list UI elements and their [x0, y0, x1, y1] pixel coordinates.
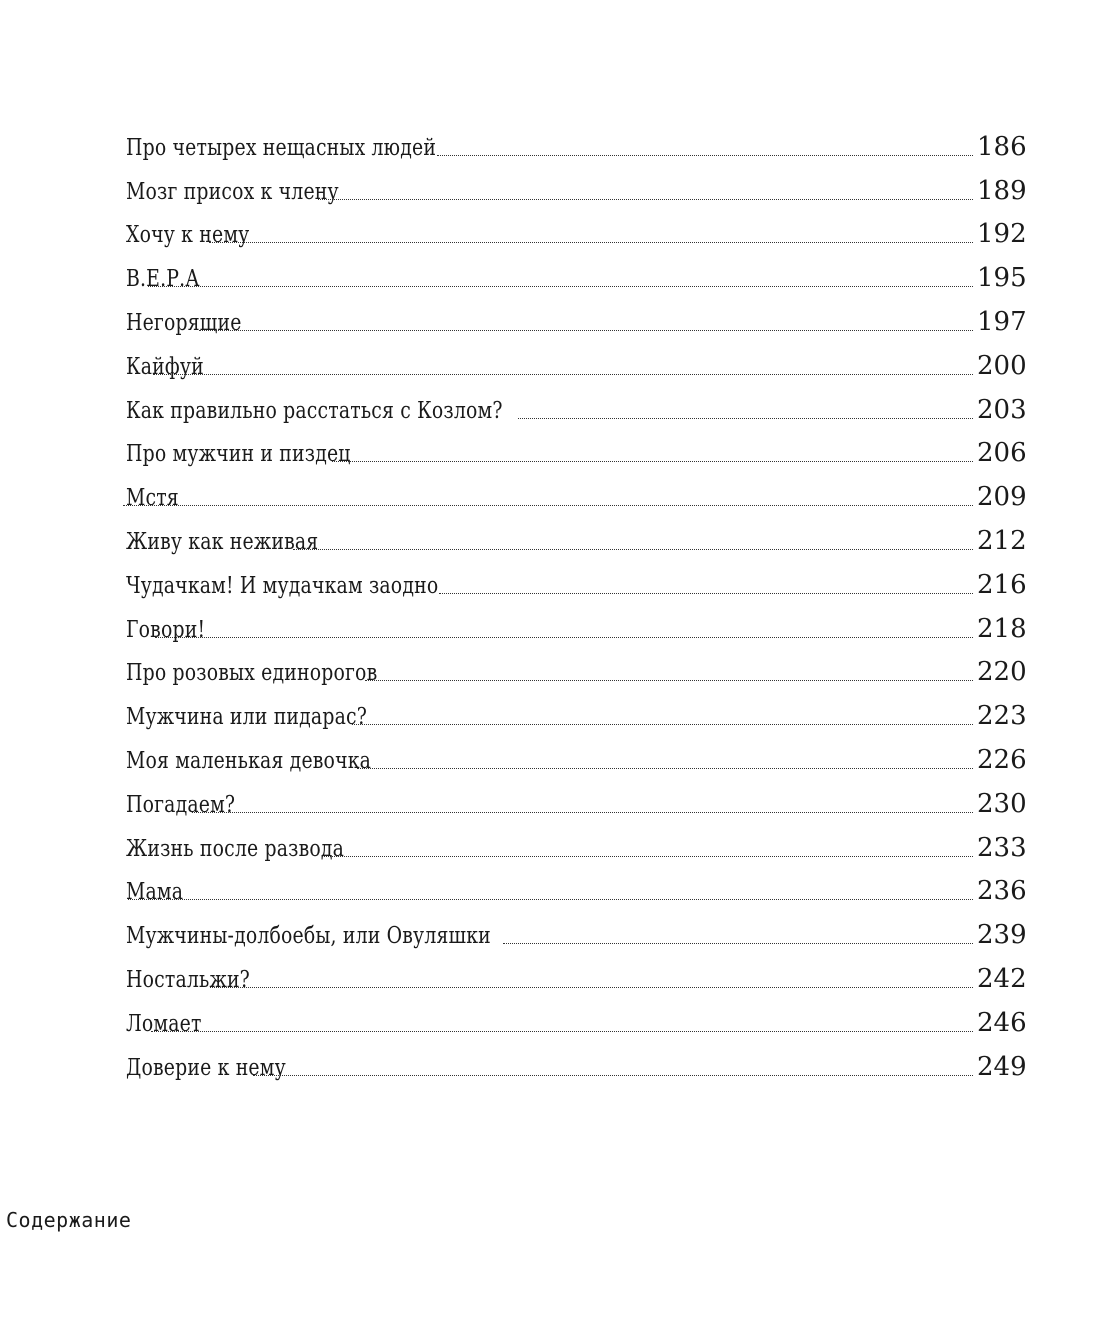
toc-entry-page: 203: [977, 394, 1027, 425]
toc-dot-leader: [123, 505, 973, 506]
toc-entry-page: 218: [977, 613, 1027, 644]
toc-entry: [126, 423, 1027, 469]
toc-entry-page: 246: [977, 1007, 1027, 1038]
toc-entry-title: Кайфуй: [126, 353, 204, 380]
toc-entry-title: Как правильно расстаться с Козлом?: [126, 397, 503, 424]
toc-dot-leader: [352, 724, 973, 725]
toc-entry-page: 186: [977, 131, 1027, 162]
toc-dot-leader: [518, 418, 973, 419]
toc-dot-leader: [148, 286, 973, 287]
toc-entry: [126, 729, 1027, 775]
toc-entry-title: Мужчина или пидарас?: [126, 704, 368, 731]
toc-entry-title: Хочу к нему: [126, 222, 250, 249]
toc-entry-page: 197: [977, 306, 1027, 337]
toc-entry-page: 212: [977, 525, 1027, 556]
toc-entry-title: Ностальжи?: [126, 966, 250, 993]
toc-entry-title: Моя маленькая девочка: [126, 747, 372, 774]
toc-dot-leader: [365, 680, 973, 681]
toc-entry-title: Живу как неживая: [126, 528, 319, 555]
table-of-contents: [126, 116, 1027, 1082]
toc-dot-leader: [437, 155, 973, 156]
toc-entry-title: Чудачкам! И мудачкам заодно: [126, 572, 439, 599]
toc-entry-page: 242: [977, 963, 1027, 994]
toc-entry: [126, 291, 1027, 337]
toc-entry-page: 209: [977, 482, 1027, 513]
toc-entry: [126, 685, 1027, 732]
toc-entry: [126, 204, 1027, 250]
toc-entry: [126, 116, 1027, 162]
toc-entry-title: Про розовых единорогов: [126, 660, 378, 687]
toc-dot-leader: [153, 374, 973, 375]
toc-entry-title: Про четырех нещасных людей: [126, 134, 437, 161]
toc-dot-leader: [503, 943, 973, 944]
toc-dot-leader: [357, 768, 973, 769]
toc-entry-page: 195: [977, 263, 1027, 294]
toc-entry: [126, 335, 1027, 381]
toc-entry: [126, 1036, 1027, 1082]
toc-dot-leader: [332, 461, 973, 462]
toc-entry-title: Погадаем?: [126, 791, 236, 818]
toc-dot-leader: [293, 549, 973, 550]
toc-entry-page: 233: [977, 832, 1027, 863]
toc-entry-title: Мама: [126, 879, 184, 906]
toc-entry-page: 200: [977, 350, 1027, 381]
toc-entry: [126, 861, 1027, 907]
toc-dot-leader: [439, 593, 973, 594]
toc-entry-page: 206: [977, 438, 1027, 469]
toc-entry: [126, 554, 1027, 600]
toc-entry: [126, 379, 1027, 425]
toc-entry-page: 236: [977, 876, 1027, 907]
toc-entry: [126, 904, 1027, 951]
toc-entry: [126, 948, 1027, 994]
toc-entry-title: В.Е.Р.А: [126, 266, 200, 293]
toc-entry: [126, 817, 1027, 863]
toc-entry-page: 192: [977, 219, 1027, 250]
toc-dot-leader: [128, 899, 973, 900]
toc-dot-leader: [155, 637, 973, 638]
toc-entry-page: 249: [977, 1051, 1027, 1082]
toc-entry-page: 239: [977, 920, 1027, 951]
toc-entry-title: Говори!: [126, 616, 206, 643]
toc-dot-leader: [209, 242, 973, 243]
toc-entry-title: Мозг присох к члену: [126, 178, 339, 205]
toc-dot-leader: [199, 330, 973, 331]
toc-entry-title: Мужчины-долбоебы, или Овуляшки: [126, 923, 491, 950]
toc-entry: [126, 160, 1027, 206]
toc-entry: [126, 466, 1027, 513]
toc-entry-title: Ломает: [126, 1010, 202, 1037]
toc-entry-page: 230: [977, 788, 1027, 819]
toc-entry-page: 216: [977, 569, 1027, 600]
toc-entry-title: Мстя: [126, 485, 179, 512]
toc-entry-title: Негорящие: [126, 309, 242, 336]
toc-dot-leader: [210, 987, 973, 988]
toc-entry-page: 226: [977, 744, 1027, 775]
toc-dot-leader: [151, 1031, 973, 1032]
toc-entry-title: Про мужчин и пиздец: [126, 441, 351, 468]
toc-dot-leader: [318, 199, 973, 200]
toc-dot-leader: [324, 856, 973, 857]
toc-entry: [126, 642, 1027, 688]
toc-entry: [126, 992, 1027, 1038]
toc-entry-title: Доверие к нему: [126, 1054, 286, 1081]
toc-entry-page: 189: [977, 175, 1027, 206]
toc-entry: [126, 773, 1027, 819]
toc-entry: [126, 598, 1027, 644]
toc-dot-leader: [192, 812, 973, 813]
toc-entry-page: 223: [977, 701, 1027, 732]
toc-entry-page: 220: [977, 657, 1027, 688]
toc-entry-title: Жизнь после развода: [126, 835, 345, 862]
toc-entry: [126, 510, 1027, 556]
section-label-footer: Содержание: [6, 1208, 132, 1232]
toc-entry: [126, 247, 1027, 294]
toc-dot-leader: [253, 1075, 973, 1076]
